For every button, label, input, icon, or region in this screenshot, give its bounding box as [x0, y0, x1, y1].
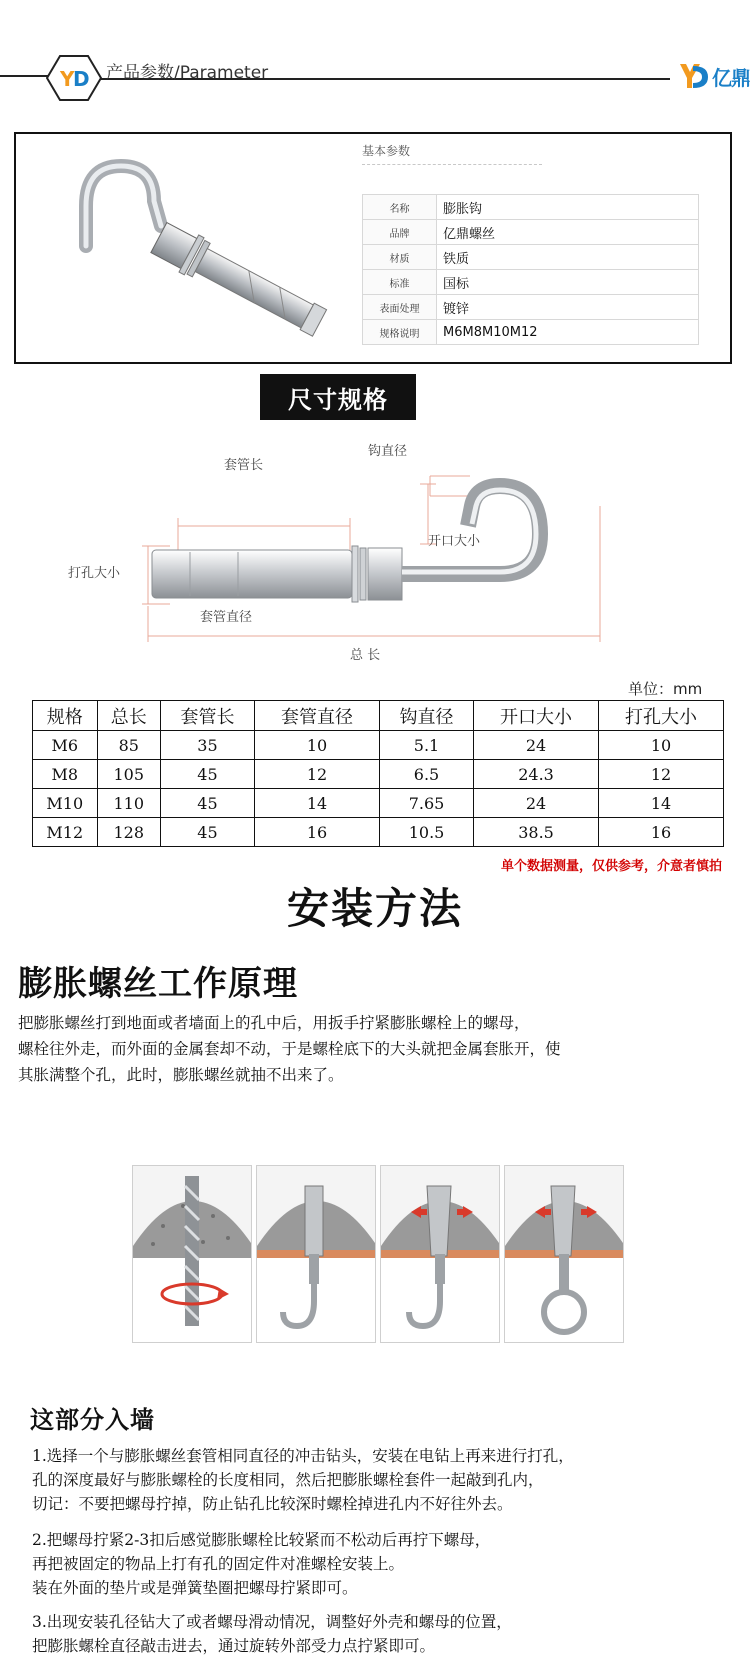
- table-cell: 35: [160, 731, 254, 760]
- step-3-text: [32, 1610, 732, 1658]
- table-cell: 24: [474, 789, 599, 818]
- drill-icon: [133, 1166, 252, 1343]
- step-line: 把膨胀螺栓直径敲击进去，通过旋转外部受力点拧紧即可。: [32, 1637, 436, 1655]
- label-total-length: 总 长: [350, 648, 381, 663]
- ring-bolt-icon: [505, 1166, 624, 1343]
- step-2-text: [32, 1528, 732, 1600]
- product-params-box: [14, 132, 732, 364]
- page-header: [0, 40, 750, 112]
- table-cell: 24: [474, 731, 599, 760]
- table-cell: 45: [160, 760, 254, 789]
- install-title: 安装方法: [286, 884, 463, 933]
- table-cell: M8: [33, 760, 98, 789]
- params-row: [363, 220, 699, 245]
- disclaimer: 单个数据测量，仅供参考，介意者慎拍: [500, 859, 722, 874]
- table-cell: 7.65: [379, 789, 473, 818]
- label-sleeve-diameter: 套管直径: [200, 610, 253, 625]
- size-table-header-cell: 钩直径: [379, 701, 473, 731]
- size-table-header: [33, 701, 724, 731]
- params-value: 亿鼎螺丝: [437, 220, 699, 245]
- table-cell: 5.1: [379, 731, 473, 760]
- principle-line: 把膨胀螺丝打到地面或者墙面上的孔中后，用扳手拧紧膨胀螺栓上的螺母，: [18, 1014, 530, 1032]
- step-1-text: [32, 1444, 732, 1516]
- step-line: 装在外面的垫片或是弹簧垫圈把螺母拧紧即可。: [32, 1579, 358, 1597]
- params-value: 铁质: [437, 245, 699, 270]
- table-cell: M6: [33, 731, 98, 760]
- unit-label: 单位：mm: [628, 680, 703, 698]
- params-subtitle: 基本参数: [362, 144, 411, 158]
- table-cell: 45: [160, 818, 254, 847]
- brand-hexagon-icon: [46, 54, 102, 102]
- table-cell: 10: [599, 731, 724, 760]
- size-table-header-cell: 套管长: [160, 701, 254, 731]
- label-hole-size: 打孔大小: [68, 566, 121, 581]
- params-row: [363, 245, 699, 270]
- table-cell: 38.5: [474, 818, 599, 847]
- header-title: 产品参数/Parameter: [106, 63, 269, 83]
- step-line: 1.选择一个与膨胀螺丝套管相同直径的冲击钻头，安装在电钻上再来进行打孔，: [32, 1447, 574, 1465]
- table-row: [33, 789, 724, 818]
- size-table-header-cell: 打孔大小: [599, 701, 724, 731]
- params-key: 标准: [363, 270, 437, 295]
- step-panel-expand: [380, 1165, 500, 1343]
- dimension-drawing: [60, 466, 680, 666]
- label-sleeve-length: 套管长: [224, 458, 264, 473]
- principle-title: 膨胀螺丝工作原理: [18, 964, 298, 1004]
- table-cell: 12: [255, 760, 380, 789]
- table-cell: 10: [255, 731, 380, 760]
- expand-bolt-icon: [381, 1166, 500, 1343]
- step-line: 3.出现安装孔径钻大了或者螺母滑动情况，调整好外壳和螺母的位置，: [32, 1613, 512, 1631]
- table-cell: 16: [255, 818, 380, 847]
- table-cell: M10: [33, 789, 98, 818]
- table-cell: 14: [599, 789, 724, 818]
- svg-text:D: D: [73, 67, 90, 91]
- principle-line: 螺栓往外走，而外面的金属套却不动，于是螺栓底下的大头就把金属套胀开，使: [18, 1040, 561, 1058]
- dimension-diagram: [60, 444, 680, 666]
- params-key: 名称: [363, 195, 437, 220]
- table-cell: 110: [97, 789, 160, 818]
- params-key: 规格说明: [363, 320, 437, 345]
- table-cell: 45: [160, 789, 254, 818]
- step-line: 切记：不要把螺母拧掉，防止钻孔比较深时螺栓掉进孔内不好往外去。: [32, 1495, 513, 1513]
- table-row: [33, 760, 724, 789]
- step-panel-ring: [504, 1165, 624, 1343]
- step-line: 再把被固定的物品上打有孔的固定件对准螺栓安装上。: [32, 1555, 405, 1573]
- table-cell: 24.3: [474, 760, 599, 789]
- table-cell: 6.5: [379, 760, 473, 789]
- table-cell: 14: [255, 789, 380, 818]
- label-opening: 开口大小: [428, 534, 481, 549]
- table-cell: 128: [97, 818, 160, 847]
- params-key: 表面处理: [363, 295, 437, 320]
- params-value: 国标: [437, 270, 699, 295]
- params-key: 品牌: [363, 220, 437, 245]
- insert-bolt-icon: [257, 1166, 376, 1343]
- size-table-header-cell: 开口大小: [474, 701, 599, 731]
- step-panel-drill: [132, 1165, 252, 1343]
- params-value: M6M8M10M12: [437, 320, 699, 345]
- label-hook-diameter: 钩直径: [368, 444, 408, 459]
- table-cell: 10.5: [379, 818, 473, 847]
- table-row: [33, 731, 724, 760]
- params-value: 膨胀钩: [437, 195, 699, 220]
- params-row: [363, 270, 699, 295]
- installation-steps-illustration: [132, 1165, 632, 1343]
- params-subtitle-rule: [362, 164, 542, 165]
- brand-logo-icon: [674, 60, 710, 92]
- size-table-header-cell: 总长: [97, 701, 160, 731]
- expansion-hook-image: [46, 146, 366, 351]
- table-row: [33, 818, 724, 847]
- params-row: [363, 295, 699, 320]
- table-cell: M12: [33, 818, 98, 847]
- params-row: [363, 195, 699, 220]
- brand-name: 亿鼎: [712, 66, 750, 90]
- step-line: 孔的深度最好与膨胀螺栓的长度相同，然后把膨胀螺栓套件一起敲到孔内，: [32, 1471, 544, 1489]
- step-line: 2.把螺母拧紧2-3扣后感觉膨胀螺栓比较紧而不松动后再拧下螺母，: [32, 1531, 491, 1549]
- params-table: [362, 194, 699, 345]
- size-spec-badge: 尺寸规格: [260, 374, 416, 420]
- principle-text: [18, 1010, 730, 1088]
- wall-section-title: 这部分入墙: [30, 1406, 155, 1434]
- svg-text:Y: Y: [60, 67, 75, 91]
- size-table-header-cell: 套管直径: [255, 701, 380, 731]
- step-panel-insert: [256, 1165, 376, 1343]
- table-cell: 16: [599, 818, 724, 847]
- params-value: 镀锌: [437, 295, 699, 320]
- params-row: [363, 320, 699, 345]
- table-cell: 85: [97, 731, 160, 760]
- params-key: 材质: [363, 245, 437, 270]
- table-cell: 12: [599, 760, 724, 789]
- table-cell: 105: [97, 760, 160, 789]
- principle-line: 其胀满整个孔，此时，膨胀螺丝就抽不出来了。: [18, 1066, 344, 1084]
- size-table-header-cell: 规格: [33, 701, 98, 731]
- size-table: [32, 700, 724, 847]
